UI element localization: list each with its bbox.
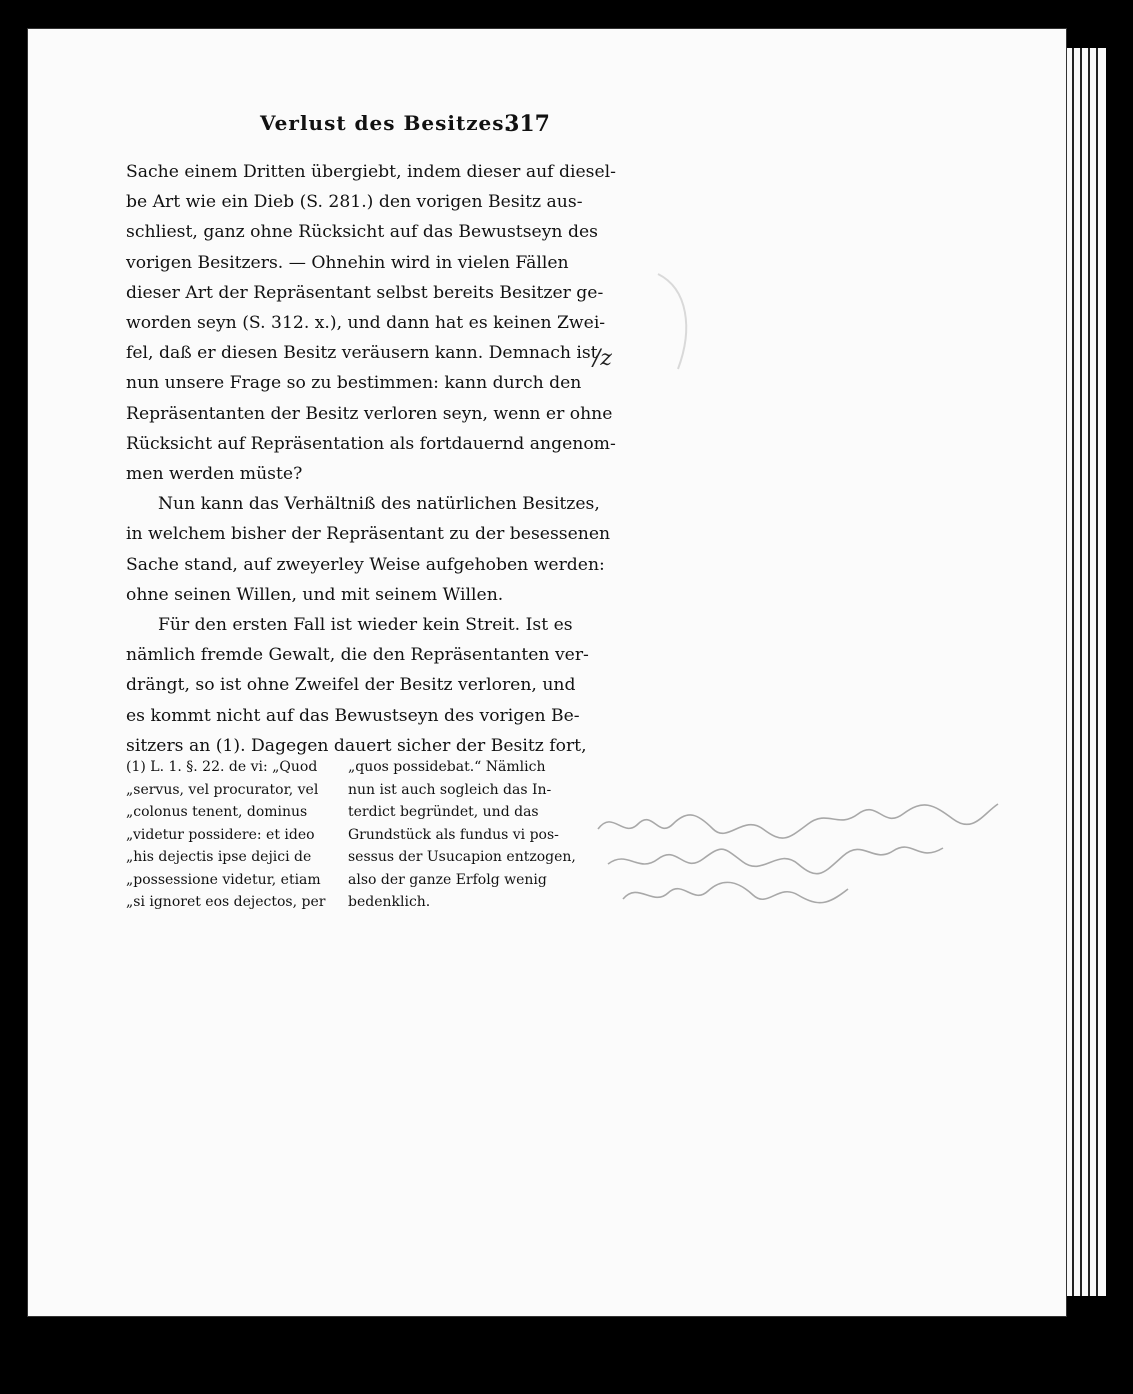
text-line: nämlich fremde Gewalt, die den Repräsentanten ver- xyxy=(126,645,589,666)
footnote-line: nun ist auch sogleich das In- xyxy=(348,781,552,798)
text-line: in welchem bisher der Repräsentant zu der besessenen xyxy=(126,524,611,545)
text-line: be Art wie ein Dieb (S. 281.) den vorigen Besitz aus- xyxy=(126,192,583,213)
page-edge-stack xyxy=(1064,48,1104,1296)
footnote-line: (1) L. 1. §. 22. de vi: „Quod xyxy=(126,759,318,775)
footnote-line: Grundstück als fundus vi pos- xyxy=(348,826,559,843)
text-line: sitzers an (1). Dagegen dauert sicher der Besitz fort, xyxy=(126,735,587,756)
text-line: worden seyn (S. 312. x.), und dann hat es keinen Zwei- xyxy=(126,313,606,334)
text-line: Rücksicht auf Repräsentation als fortdauernd angenom- xyxy=(126,433,616,454)
text-line: es kommt nicht auf das Bewustseyn des vorigen Be- xyxy=(126,705,580,726)
show-through-stroke xyxy=(648,269,708,379)
footnote-line: terdict begründet, und das xyxy=(348,804,539,820)
footnote-line: „his dejectis ipse dejici de xyxy=(126,849,312,865)
running-head: Verlust des Besitzes. xyxy=(260,111,513,135)
show-through-mark xyxy=(648,269,708,379)
footnotes xyxy=(126,756,576,926)
footnote-line: bedenklich. xyxy=(348,894,431,910)
text-line: Repräsentanten der Besitz verloren seyn, wenn er ohne xyxy=(126,403,613,424)
text-line: Sache stand, auf zweyerley Weise aufgehoben werden: xyxy=(126,554,605,575)
footnote-column-left xyxy=(126,756,338,914)
text-line: nun unsere Frage so zu bestimmen: kann durch den xyxy=(126,373,582,394)
text-line: Für den ersten Fall ist wieder kein Streit. Ist es xyxy=(158,615,573,636)
marginal-mark: /z xyxy=(593,346,613,371)
page-edge xyxy=(1096,48,1106,1296)
text-line: dieser Art der Repräsentant selbst bereits Besitzer ge- xyxy=(126,282,604,303)
book-page xyxy=(27,28,1067,1317)
text-line: drängt, so ist ohne Zweifel der Besitz verloren, und xyxy=(126,675,576,696)
text-line: ohne seinen Willen, und mit seinem Willen. xyxy=(126,584,504,605)
text-line: vorigen Besitzers. — Ohnehin wird in vielen Fällen xyxy=(126,252,569,273)
footnote-line: „servus, vel procurator, vel xyxy=(126,781,319,798)
handwritten-pencil-note xyxy=(593,799,1063,919)
text-line: Nun kann das Verhältniß des natürlichen Besitzes, xyxy=(158,494,600,515)
footnote-line: sessus der Usucapion entzogen, xyxy=(348,849,576,865)
footnote-line: „possessione videtur, etiam xyxy=(126,871,321,888)
footnote-line: „si ignoret eos dejectos, per xyxy=(126,894,326,910)
footnote-line: „videtur possidere: et ideo xyxy=(126,826,315,843)
text-line: schliest, ganz ohne Rücksicht auf das Bewustseyn des xyxy=(126,222,598,243)
footnote-column-right xyxy=(348,756,576,914)
page-header xyxy=(260,111,550,151)
footnote-line: also der ganze Erfolg wenig xyxy=(348,871,547,888)
text-line: men werden müste? xyxy=(126,464,303,485)
body-text xyxy=(126,157,616,761)
text-line: Sache einem Dritten übergiebt, indem dieser auf diesel- xyxy=(126,162,616,182)
footnote-line: „quos possidebat.“ Nämlich xyxy=(348,759,546,775)
handwriting-scribble xyxy=(593,799,1063,919)
text-line: fel, daß er diesen Besitz veräusern kann. Demnach ist xyxy=(126,343,598,364)
page-number: 317 xyxy=(504,111,550,137)
footnote-line: „colonus tenent, dominus xyxy=(126,804,308,820)
